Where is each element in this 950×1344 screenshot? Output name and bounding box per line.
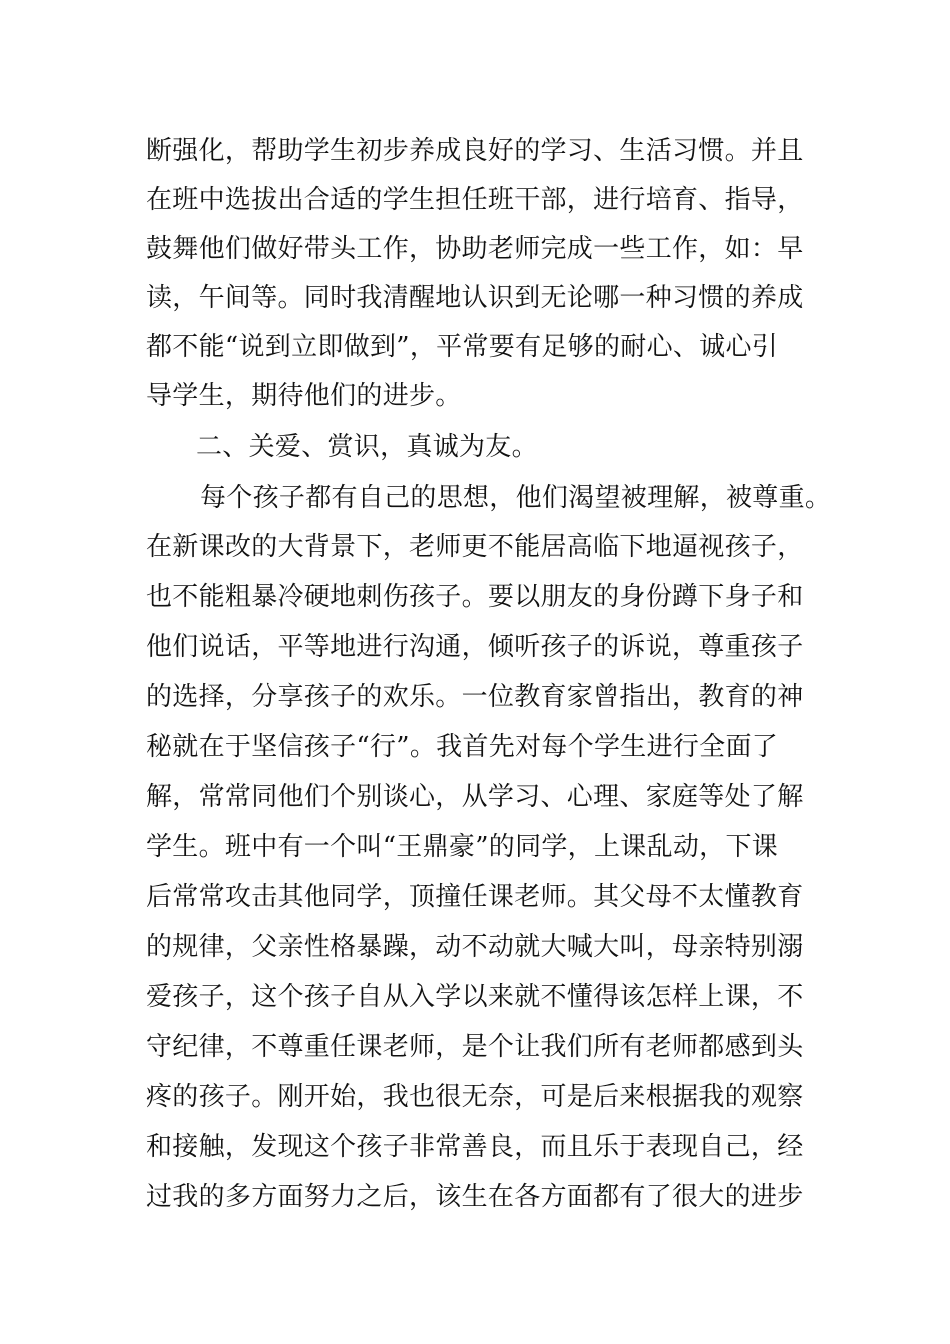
body-text-line: 学生。班中有一个叫“王鼎豪”的同学，上课乱动，下课 [146, 832, 779, 862]
body-text-line: 都不能“说到立即做到”，平常要有足够的耐心、诚心引 [146, 332, 779, 362]
body-text-line: 鼓舞他们做好带头工作，协助老师完成一些工作，如：早 [146, 234, 804, 264]
body-text-line: 读，午间等。同时我清醒地认识到无论哪一种习惯的养成 [146, 283, 804, 313]
section-heading: 二、关爱、赏识，真诚为友。 [196, 432, 538, 462]
body-text-line: 后常常攻击其他同学，顶撞任课老师。其父母不太懂教育 [146, 882, 804, 912]
body-text-line: 守纪律，不尊重任课老师，是个让我们所有老师都感到头 [146, 1032, 804, 1062]
body-text-line: 过我的多方面努力之后，该生在各方面都有了很大的进步 [146, 1182, 804, 1212]
body-text-line: 的规律，父亲性格暴躁，动不动就大喊大叫，母亲特别溺 [146, 932, 804, 962]
body-text-line: 他们说话，平等地进行沟通，倾听孩子的诉说，尊重孩子 [146, 632, 804, 662]
body-text-line: 的选择，分享孩子的欢乐。一位教育家曾指出，教育的神 [146, 682, 804, 712]
body-text-line: 也不能粗暴冷硬地刺伤孩子。要以朋友的身份蹲下身子和 [146, 582, 804, 612]
body-text-line: 在新课改的大背景下，老师更不能居高临下地逼视孩子， [146, 532, 804, 562]
body-text-line: 导学生，期待他们的进步。 [146, 381, 462, 411]
body-text-line: 秘就在于坚信孩子“行”。我首先对每个学生进行全面了 [146, 732, 779, 762]
body-text-line: 爱孩子，这个孩子自从入学以来就不懂得该怎样上课，不 [146, 982, 804, 1012]
paragraph-first-line: 每个孩子都有自己的思想，他们渴望被理解，被尊重。 [200, 483, 832, 513]
body-text-line: 断强化，帮助学生初步养成良好的学习、生活习惯。并且 [146, 136, 804, 166]
body-text-line: 疼的孩子。刚开始，我也很无奈，可是后来根据我的观察 [146, 1082, 804, 1112]
body-text-line: 解，常常同他们个别谈心，从学习、心理、家庭等处了解 [146, 782, 804, 812]
body-text-line: 在班中选拔出合适的学生担任班干部，进行培育、指导， [146, 185, 804, 215]
body-text-line: 和接触，发现这个孩子非常善良，而且乐于表现自己，经 [146, 1132, 804, 1162]
